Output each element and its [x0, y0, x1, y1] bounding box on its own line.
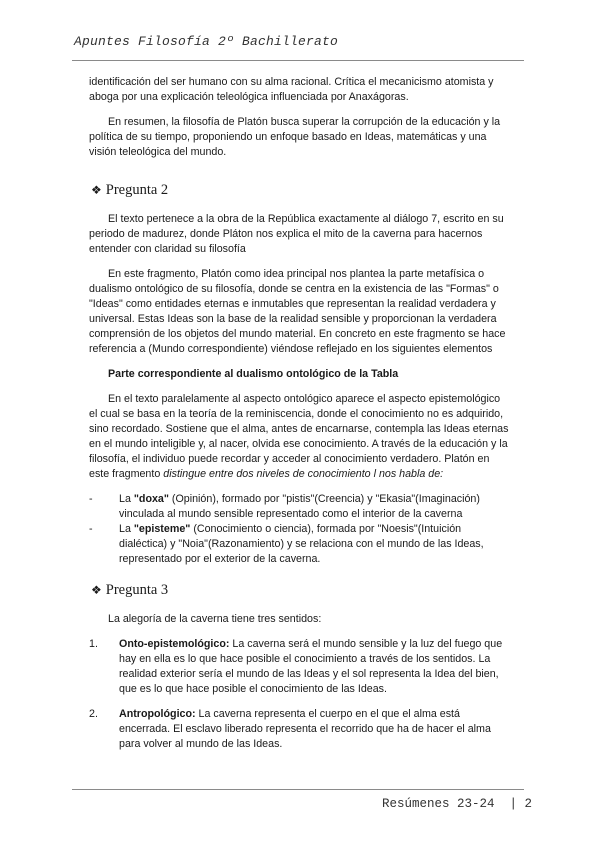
- diamond-bullet-icon: ❖: [91, 583, 102, 597]
- list-item: - La "episteme" (Conocimiento o ciencia), formada por "Noesis"(Intuición dialéctica) y "Noia"(Razonamiento) y se relaciona con el mundo de las Ideas, representado por el exterior de la caverna.: [89, 523, 484, 565]
- list-item: - La "doxa" (Opinión), formado por "pistis"(Creencia) y "Ekasia"(Imaginación) vinculada al mundo sensible representado como el interior de la caverna: [89, 493, 480, 520]
- heading-pregunta-2: [91, 181, 509, 199]
- page-header: Apuntes Filosofía 2º Bachillerato: [74, 34, 339, 49]
- list-item: 2. Antropológico: La caverna representa el cuerpo en el que el alma está encerrada. El esclavo liberado representa el recorrido que ha de hacer el alma para volver al mundo de las Ideas.: [89, 708, 491, 750]
- heading-text: Pregunta 3: [105, 582, 169, 598]
- page-footer: Resúmenes 23-24 | 2: [381, 797, 532, 811]
- paragraph: identificación del ser humano con su alma racional. Crítica el mecanicismo atomista y aboga por una explicación teleológica influenciada por Anaxágoras.: [89, 76, 494, 103]
- section-subtitle: Parte correspondiente al dualismo ontológico de la Tabla: [108, 368, 399, 380]
- footer-rule: [72, 789, 524, 790]
- paragraph: [89, 392, 509, 482]
- paragraph: En este fragmento, Platón como idea principal nos plantea la parte metafísica o dualismo ontológico de su filosofía, donde se centra en la existencia de las "Formas" o "Ideas" como entidades eternas e inmutables que representan la realidad verdadera y universal. Estas Ideas son la base de la realidad sensible y proporcionan la verdadera comprensión de los objetos del mundo material. En concreto en este fragmento se hace referencia a (Mundo correspondiente) viéndose reflejado en los siguientes elementos: [89, 268, 506, 355]
- paragraph: En resumen, la filosofía de Platón busca superar la corrupción de la educación y la política de su tiempo, proponiendo un enfoque basado en Ideas, matemáticas y una visión teleológica del mundo.: [89, 116, 501, 158]
- heading-text: Pregunta 2: [105, 182, 169, 198]
- dash-marker: -: [89, 523, 93, 535]
- term-antropologico: Antropológico:: [119, 708, 196, 720]
- term-episteme: "episteme": [133, 523, 191, 535]
- dash-marker: -: [89, 493, 93, 505]
- list-number: 1.: [89, 638, 98, 650]
- dash-list: [89, 492, 509, 567]
- paragraph: El texto pertenece a la obra de la República exactamente al diálogo 7, escrito en su periodo de madurez, donde Pláton nos explica el mito de la caverna para hacernos entender con claridad su filosofía: [89, 213, 504, 255]
- term-doxa: "doxa": [133, 493, 169, 505]
- diamond-bullet-icon: ❖: [91, 183, 102, 197]
- italic-text: distingue entre dos niveles de conocimiento l nos habla de:: [163, 468, 444, 480]
- list-number: 2.: [89, 708, 98, 720]
- list-item: 1. Onto-epistemológico: La caverna será el mundo sensible y la luz del fuego que hay en ella es lo que hace posible el conocimiento a través de los sentidos. La realidad exterior sería el mundo de las Ideas y el sol representa la Idea del bien, que es lo que hace posible el conocimiento de las Ideas.: [89, 638, 503, 695]
- paragraph: La alegoría de la caverna tiene tres sentidos:: [108, 613, 322, 625]
- term-onto-epistemologico: Onto-epistemológico:: [119, 638, 230, 650]
- header-rule: [72, 60, 524, 61]
- numbered-list: [89, 637, 509, 752]
- paragraph-text: En el texto paralelamente al aspecto ontológico aparece el aspecto epistemológico el cual se basa en la teoría de la reminiscencia, donde el conocimiento no es adquirido, sino recordado. Sostiene que el alma, antes de encarnarse, contempla las Ideas eternas en el mundo inteligible y, al nacer, olvida ese conocimiento. A través de la educación y la filosofía, el individuo puede recordar y acceder al conocimiento verdadero. Platón en este fragmento: [89, 393, 509, 480]
- heading-pregunta-3: [91, 581, 509, 599]
- page-body: [89, 75, 509, 752]
